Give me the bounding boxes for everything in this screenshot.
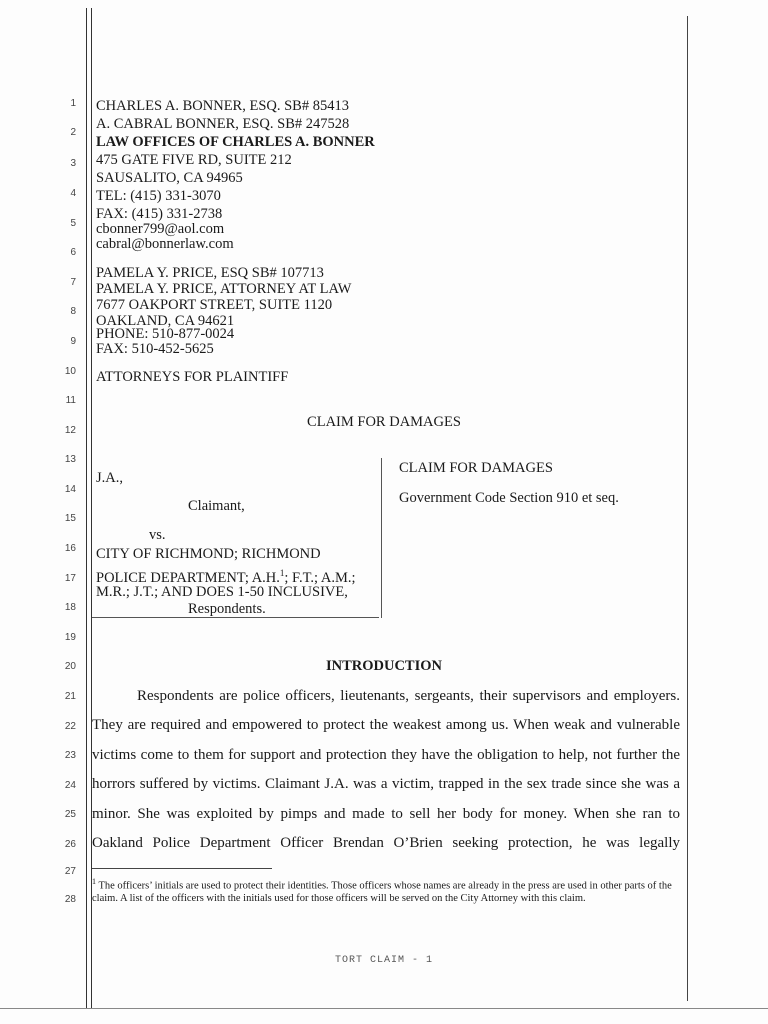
line-number: 3 <box>70 158 76 169</box>
line-number: 10 <box>64 366 76 377</box>
body-line: They are required and empowered to protect the weakest among us. When weak and vulnerable <box>92 717 680 733</box>
line-number: 23 <box>64 750 76 761</box>
attorneys-for: ATTORNEYS FOR PLAINTIFF <box>96 369 289 385</box>
line-number: 25 <box>64 809 76 820</box>
versus: vs. <box>149 527 166 543</box>
footnote-separator <box>92 868 272 869</box>
caption-divider <box>381 458 382 618</box>
respondents-line: M.R.; J.T.; AND DOES 1-50 INCLUSIVE, <box>96 584 348 600</box>
line-number: 20 <box>64 661 76 672</box>
footnote <box>92 876 682 906</box>
claimant-label: Claimant, <box>188 498 245 514</box>
body-line: victims come to them for support and protection they have the obligation to help, not further the <box>92 747 680 763</box>
respondents-line: CITY OF RICHMOND; RICHMOND <box>96 546 321 562</box>
line-number: 7 <box>70 277 76 288</box>
telephone: PHONE: 510-877-0024 <box>96 326 235 342</box>
page-bottom-edge <box>0 1008 768 1009</box>
line-number: 17 <box>64 573 76 584</box>
fax: FAX: 510-452-5625 <box>96 341 214 357</box>
line-number: 13 <box>64 454 76 465</box>
section-heading: INTRODUCTION <box>325 658 442 674</box>
body-line: Respondents are police officers, lieutenants, sergeants, their supervisors and employers. <box>137 688 680 704</box>
address-line: OAKLAND, CA 94621 <box>96 313 235 329</box>
respondents-line: POLICE DEPARTMENT; A.H.$^1$; F.T.; A.M.; <box>96 568 356 586</box>
line-number: 2 <box>70 127 76 138</box>
line-number: 21 <box>64 691 76 702</box>
line-number: 12 <box>64 425 76 436</box>
fax: FAX: (415) 331-2738 <box>96 206 223 222</box>
line-number: 27 <box>64 866 76 877</box>
firm-name: PAMELA Y. PRICE, ATTORNEY AT LAW <box>96 281 352 297</box>
left-margin-rule <box>86 8 87 1008</box>
body-line: Oakland Police Department Officer Brendan O’Brien seeking protection, he was legally <box>92 835 680 851</box>
body-line: horrors suffered by victims. Claimant J.A. was a victim, trapped in the sex trade since she was a <box>92 776 680 792</box>
counsel-name: CHARLES A. BONNER, ESQ. SB# 85413 <box>96 98 349 114</box>
line-number: 15 <box>64 513 76 524</box>
counsel-name: A. CABRAL BONNER, ESQ. SB# 247528 <box>96 116 350 132</box>
document-title: CLAIM FOR DAMAGES <box>307 414 461 430</box>
footnote-mark: 1 <box>92 877 96 886</box>
line-number: 4 <box>70 188 76 199</box>
body-line: minor. She was exploited by pimps and made to sell her body for money. When she ran to <box>92 806 680 822</box>
line-number: 6 <box>70 247 76 258</box>
statute-reference: Government Code Section 910 et seq. <box>399 490 619 506</box>
address-line: 475 GATE FIVE RD, SUITE 212 <box>96 152 292 168</box>
line-number: 19 <box>64 632 76 643</box>
telephone: TEL: (415) 331-3070 <box>96 188 221 204</box>
line-number: 22 <box>64 721 76 732</box>
caption-title: CLAIM FOR DAMAGES <box>399 460 553 476</box>
right-margin-rule <box>687 16 688 1001</box>
counsel-name: PAMELA Y. PRICE, ESQ SB# 107713 <box>96 265 324 281</box>
respondents-label: Respondents. <box>188 601 266 617</box>
page-footer: TORT CLAIM - 1 <box>334 955 433 966</box>
line-number: 26 <box>64 839 76 850</box>
claimant-name: J.A., <box>96 470 123 486</box>
footnote-text: The officers’ initials are used to protect their identities. Those officers whose names are already in the press are used in other parts of the claim. A list of the officers with the initials used for those officers will be served on the City Attorney with this claim. <box>92 880 672 904</box>
line-number: 28 <box>64 894 76 905</box>
line-number: 14 <box>64 484 76 495</box>
line-number: 9 <box>70 336 76 347</box>
line-number: 8 <box>70 306 76 317</box>
caption-underline <box>92 617 379 618</box>
footnote-ref: 1 <box>279 568 285 578</box>
email: cabral@bonnerlaw.com <box>96 236 234 252</box>
firm-name: LAW OFFICES OF CHARLES A. BONNER <box>96 134 375 150</box>
line-number: 11 <box>65 395 76 406</box>
line-number: 5 <box>70 218 76 229</box>
address-line: 7677 OAKPORT STREET, SUITE 1120 <box>96 297 333 313</box>
line-number: 24 <box>64 780 76 791</box>
email: cbonner799@aol.com <box>96 221 225 237</box>
line-number: 1 <box>70 98 76 109</box>
address-line: SAUSALITO, CA 94965 <box>96 170 243 186</box>
line-number: 18 <box>64 602 76 613</box>
line-number: 16 <box>64 543 76 554</box>
left-margin-rule-inner <box>91 8 92 1008</box>
